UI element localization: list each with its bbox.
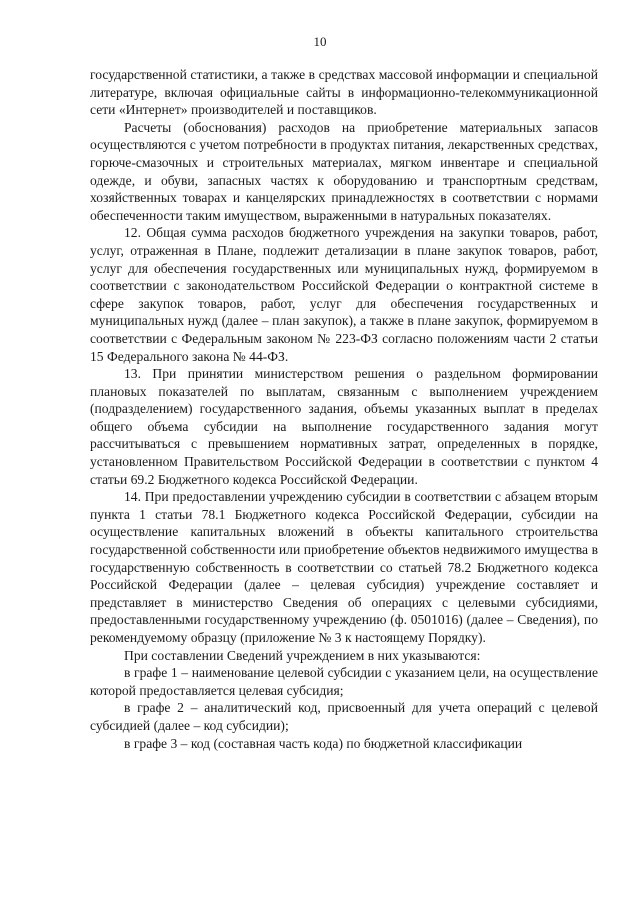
paragraph-item-13: 13. При принятии министерством решения о раздельном формировании плановых показателей по выплатам, связанным с выполнением учреждением (подразделением) государственного задания, объемы указанных выплат в пределах общего объема субсидии на выполнение государственного задания могут рассчитываться с превышением нормативных затрат, определенных в порядке, установленном Правительством Российской Федерации в соответствии с пунктом 4 статьи 69.2 Бюджетного кодекса Российской Федерации. [90,366,598,487]
paragraph-column-2: в графе 2 – аналитический код, присвоенный для учета операций с целевой субсидией (далее – код субсидии); [90,700,598,733]
paragraph-column-3: в графе 3 – код (составная часть кода) по бюджетной классификации [124,735,523,751]
page-number: 10 [313,34,327,49]
paragraph-material-supplies: Расчеты (обоснования) расходов на приобретение материальных запасов осуществляются с учетом потребности в продуктах питания, лекарственных средствах, горюче-смазочных и строительных материалах, мягком инвентаре и специальной одежде, и обуви, запасных частях к оборудованию и транспортным средствам, хозяйственных товарах и канцелярских принадлежностях в соответствии с нормами обеспеченности таким имуществом, выраженными в натуральных показателях. [90,119,598,223]
paragraph-item-14: 14. При предоставлении учреждению субсидии в соответствии с абзацем вторым пункта 1 статьи 78.1 Бюджетного кодекса Российской Федерации, субсидии на осуществление капитальных вложений в объекты капитального строительства государственной собственности или приобретение объектов недвижимого имущества в государственную собственность в соответствии со статьей 78.2 Бюджетного кодекса Российской Федерации (далее – целевая субсидия) учреждение составляет и представляет в министерство Сведения об операциях с целевыми субсидиями, предоставленными государственному учреждению (ф. 0501016) (далее – Сведения), по рекомендуемому образцу (приложение № 3 к настоящему Порядку). [90,489,598,645]
paragraph-item-12: 12. Общая сумма расходов бюджетного учреждения на закупки товаров, работ, услуг, отраженная в Плане, подлежит детализации в плане закупок товаров, работ, услуг для обеспечения государственных или муниципальных нужд, формируемом в соответствии с законодательством Российской Федерации о контрактной системе в сфере закупок товаров, работ, услуг для обеспечения государственных и муниципальных нужд (далее – план закупок), а также в плане закупок, формируемом в соответствии с Федеральным законом № 223-ФЗ согласно положениям части 2 статьи 15 Федерального закона № 44-ФЗ. [90,225,598,364]
paragraph-continuation: государственной статистики, а также в средствах массовой информации и специальной литературе, включая официальные сайты в информационно-телекоммуникационной сети «Интернет» производителей и поставщиков. [90,67,598,118]
paragraph-svedeniya-intro: При составлении Сведений учреждением в них указываются: [124,647,481,663]
paragraph-column-1: в графе 1 – наименование целевой субсидии с указанием цели, на осуществление которой предоставляется целевая субсидия; [90,665,598,698]
document-body [90,66,598,752]
